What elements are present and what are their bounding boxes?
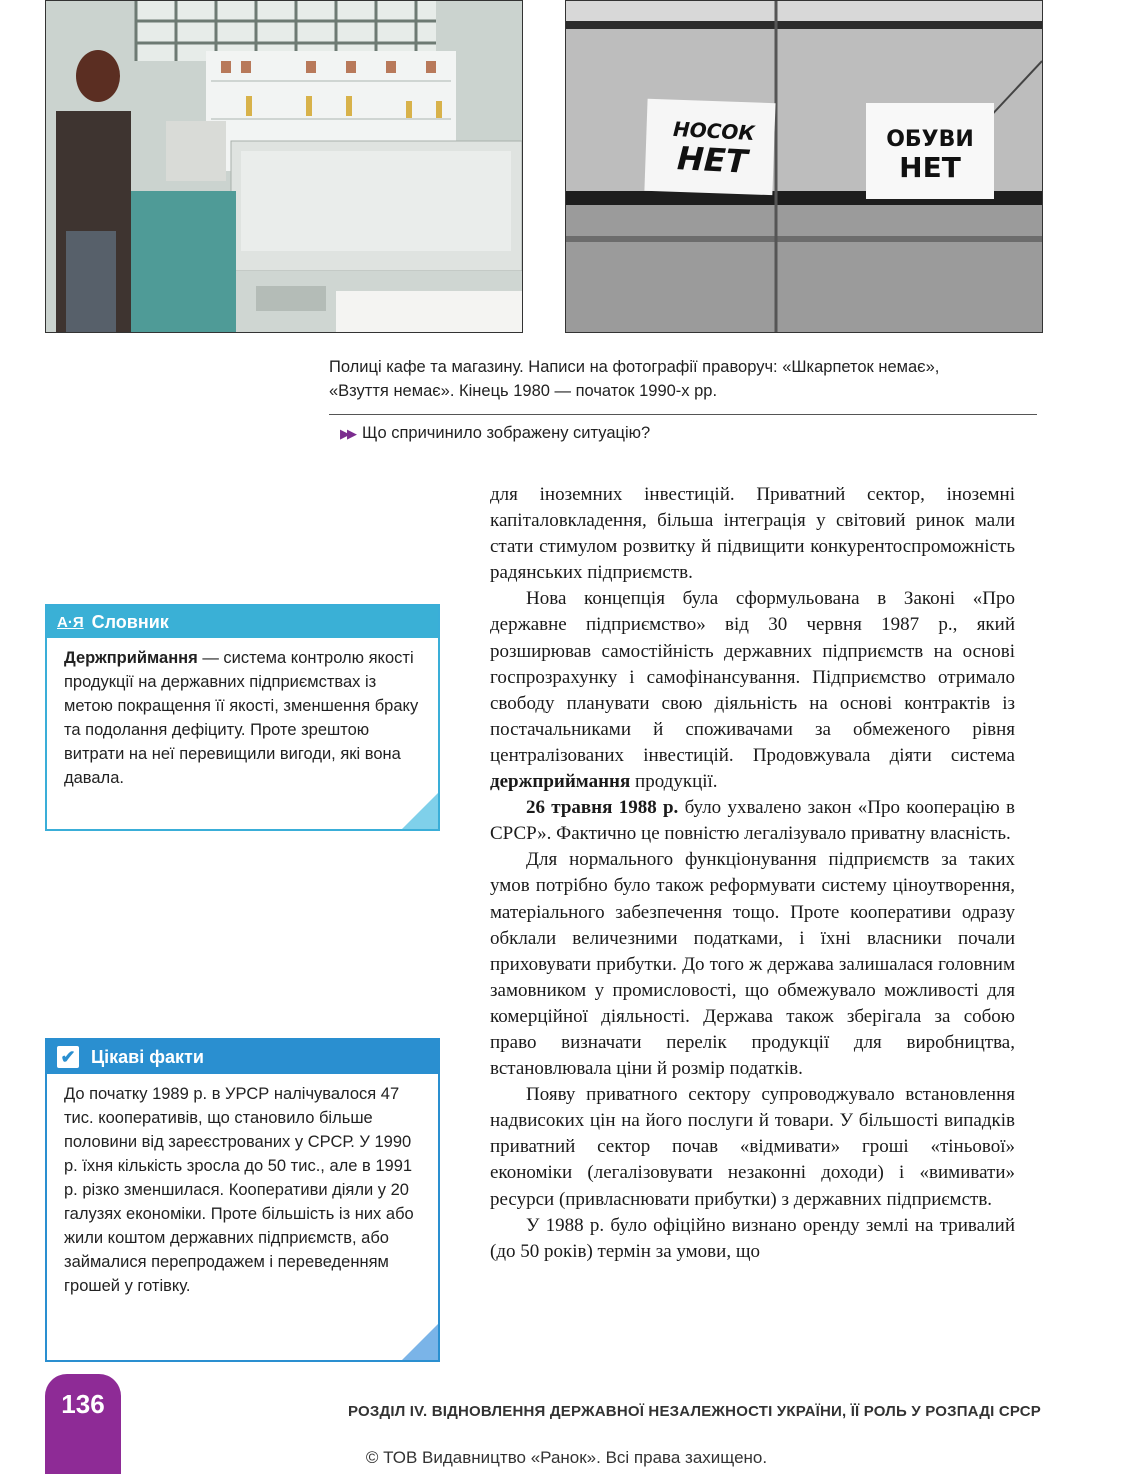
facts-header: [47, 1040, 438, 1074]
cafe-shelves-photo: [45, 0, 523, 333]
sign-shoes: [866, 127, 994, 184]
glossary-box: [45, 604, 440, 831]
glossary-term: Держприймання: [64, 649, 198, 667]
double-arrow-icon: ▶▶: [340, 425, 354, 441]
facts-body: До початку 1989 р. в УРСР налічувалося 47 тис. кооперативів, що становило більше половини від зареєстрованих у СРСР. У 1990 р. їхня кількість зросла до 50 тис., але в 1991 р. різко зменшилася. Кооперативи діяли у 20 галузях економіки. Проте більшість із них або жили коштом державних підприємств, або займалися перепродажем і переведенням грошей у готівку.: [64, 1085, 414, 1295]
page-number: 136: [61, 1389, 105, 1419]
caption-divider: [329, 414, 1037, 415]
paragraph-6: У 1988 р. було офіційно визнано оренду землі на тривалий (до 50 років) термін за умови, що: [490, 1214, 1015, 1262]
paragraph-4: Для нормального функціонування підприємств за таких умов потрібно було також реформувати систему ціноутворення, матеріального забезпечення тощо. Проте кооперативи одразу обклали величезними податками, і їхні власники почали приховувати прибутки. До того ж держава залишалася головним замовником у промисловості, що обмежувало можливості для комерційної діяльності. Держава також зберігала за собою право визначати перелік продукції для виробництва, встановлювала ціни й розмір податків.: [490, 849, 1015, 1080]
glossary-title: Словник: [91, 611, 169, 632]
glossary-az-icon: А·Я: [57, 613, 84, 631]
paragraph-5: Появу приватного сектору супроводжувало встановлення надвисоких цін на його послуги й товари. У більшості випадків приватний сектор почав «відмивати» гроші «тіньової» економіки (легалізовувати незаконні доходи) і «вимивати» ресурси (привласнювати прибутки) з державних підприємств.: [490, 1084, 1015, 1210]
caption-line-2: «Взуття немає». Кінець 1980 — початок 1990-х рр.: [329, 382, 718, 400]
facts-corner-decoration: [402, 1324, 438, 1360]
caption-question: [340, 424, 650, 443]
sign-socks-line2: НЕТ: [676, 139, 749, 181]
paragraph-3: [490, 795, 1015, 847]
caption-line-1: Полиці кафе та магазину. Написи на фотографії праворуч: «Шкарпеток немає»,: [329, 358, 940, 376]
glossary-header: [47, 606, 438, 638]
sign-socks-line1: НОСОК: [672, 116, 756, 146]
sign-shoes-line2: НЕТ: [899, 151, 961, 184]
facts-title: Цікаві факти: [91, 1046, 204, 1067]
main-text-column: [490, 482, 1015, 1265]
checkmark-icon: ✔: [57, 1046, 79, 1068]
glossary-definition: — система контролю якості продукції на державних підприємствах із метою покращення її якості, зменшення браку та подолання дефіциту. Проте зрештою витрати на неї перевищили вигоди, які вона давала.: [64, 649, 419, 787]
sign-shoes-line1: ОБУВИ: [886, 127, 974, 152]
sign-socks: [657, 116, 770, 180]
paragraph-2-text-a: Нова концепція була сформульована в Законі «Про державне підприємство» від 30 червня 1987 р., який розширював самостійність державних підприємств на основі госпрозрахунку і самофінансування. Підприємство отримало свободу планувати свою діяльність на основі контрактів із постачальниками й споживачами за обмеженого рівня централізованих інвестицій. Продовжувала діяти система: [490, 588, 1015, 766]
facts-box: [45, 1038, 440, 1362]
paragraph-2: [490, 586, 1015, 795]
copyright-notice: © ТОВ Видавництво «Ранок». Всі права захищено.: [365, 1448, 768, 1467]
cafe-shelves-illustration: [46, 1, 522, 332]
paragraph-3-date: 26 травня 1988 р.: [526, 797, 679, 819]
glossary-corner-decoration: [402, 793, 438, 829]
question-text: Що спричинило зображену ситуацію?: [362, 424, 651, 442]
glossary-body: [47, 638, 438, 804]
photo-caption: [329, 355, 1041, 403]
paragraph-1: для іноземних інвестицій. Приватний сектор, іноземні капіталовкладення, більша інтеграція у світовий ринок мали стати стимулом розвитку й підвищити конкурентоспроможність радянських підприємств.: [490, 484, 1015, 584]
paragraph-3-text: було ухвалено закон «Про кооперацію в СРСР». Фактично це повністю легалізувало приватну власність.: [490, 797, 1016, 845]
paragraph-2-term: держприймання: [490, 771, 631, 793]
empty-shelves-photo: [565, 0, 1043, 333]
chapter-title: РОЗДІЛ IV. ВІДНОВЛЕННЯ ДЕРЖАВНОЇ НЕЗАЛЕЖНОСТІ УКРАЇНИ, ЇЇ РОЛЬ У РОЗПАДІ СРСР: [347, 1403, 1041, 1420]
paragraph-2-text-c: продукції.: [630, 771, 718, 793]
